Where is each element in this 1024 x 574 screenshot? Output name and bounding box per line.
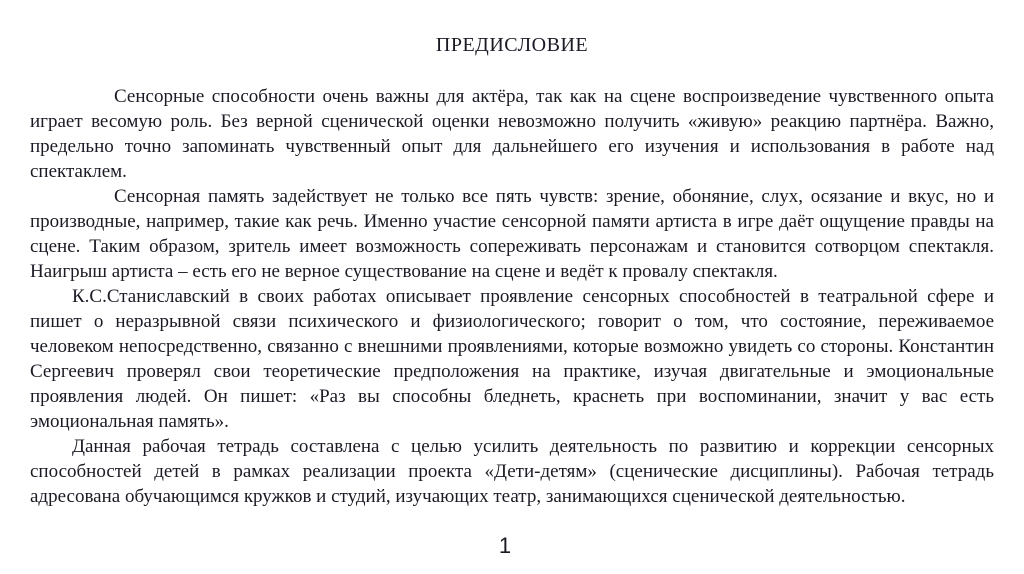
document-body — [30, 84, 994, 509]
paragraph-sensory-memory: Сенсорная память задействует не только все пять чувств: зрение, обоняние, слух, осязание и вкус, но и производные, например, такие как речь. Именно участие сенсорной памяти артиста в игре даёт ощущение правды на сцене. Таким образом, зритель имеет возможность сопереживать персонажам и становится сотворцом спектакля. Наигрыш артиста – есть его не верное существование на сцене и ведёт к провалу спектакля. — [30, 186, 994, 282]
page-title: ПРЕДИСЛОВИЕ — [435, 34, 589, 56]
paragraph-workbook-purpose: Данная рабочая тетрадь составлена с целью усилить деятельность по развитию и коррекции сенсорных способностей детей в рамках реализации проекта «Дети-детям» (сценические дисциплины). Рабочая тетрадь адресована обучающимся кружков и студий, изучающих театр, занимающихся сценической деятельностью. — [30, 436, 994, 507]
page-number: 1 — [498, 533, 512, 558]
paragraph-stanislavsky: К.С.Станиславский в своих работах описывает проявление сенсорных способностей в театральной сфере и пишет о неразрывной связи психического и физиологического; говорит о том, что состояние, переживаемое человеком непосредственно, связанно с внешними проявлениями, которые возможно увидеть со стороны. Константин Сергеевич проверял свои теоретические предположения на практике, изучая двигательные и эмоциональные проявления людей. Он пишет: «Раз вы способны бледнеть, краснеть при воспоминании, значит у вас есть эмоциональная память». — [30, 286, 994, 432]
paragraph-sensory-abilities: Сенсорные способности очень важны для актёра, так как на сцене воспроизведение чувственного опыта играет весомую роль. Без верной сценической оценки невозможно получить «живую» реакцию партнёра. Важно, предельно точно запоминать чувственный опыт для дальнейшего его изучения и использования в работе над спектаклем. — [30, 86, 994, 182]
